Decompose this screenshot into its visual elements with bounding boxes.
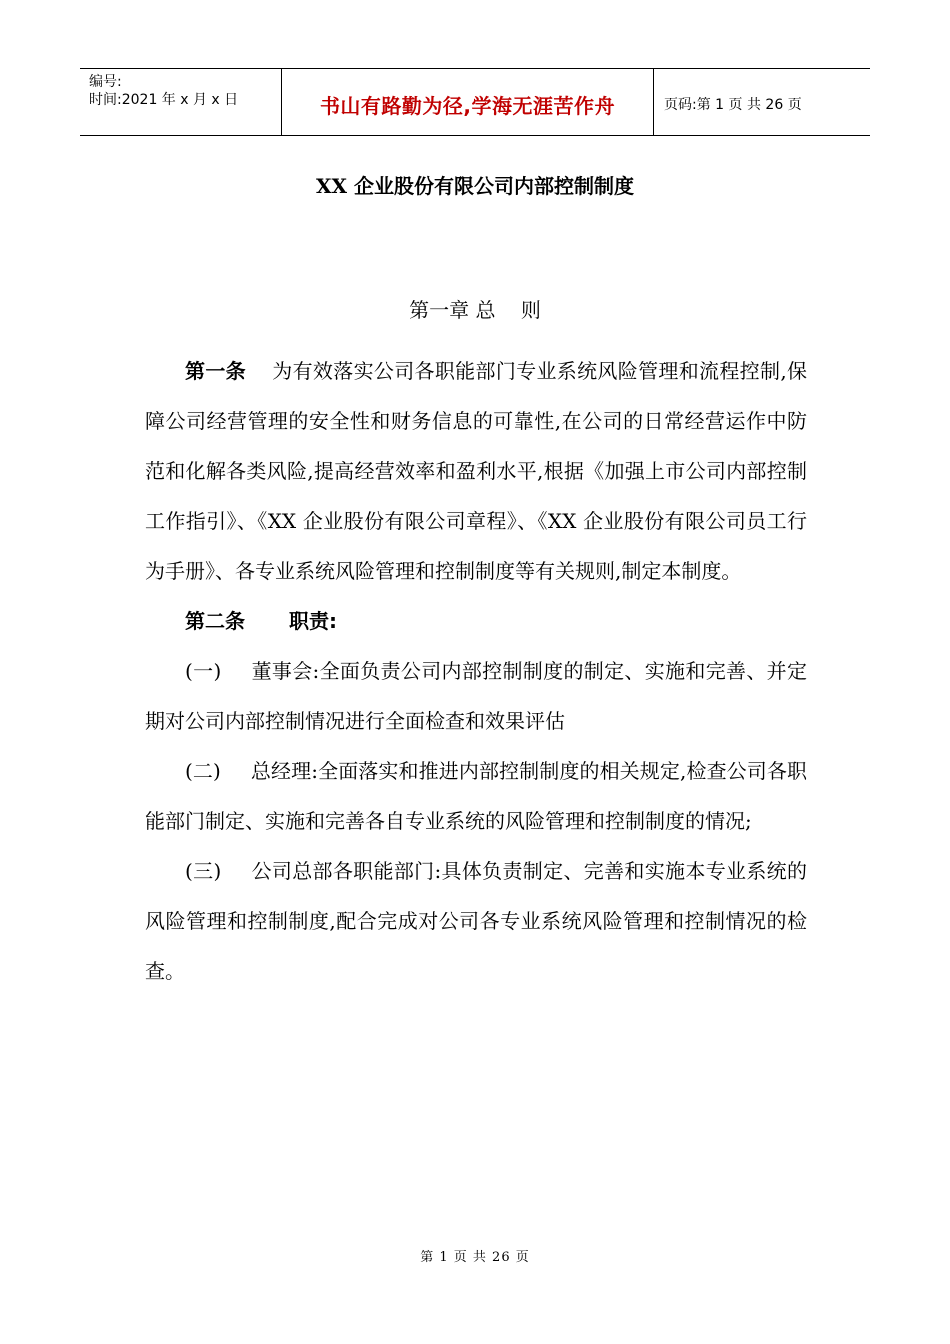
time-label: 时间:2021 年 x 月 x 日 xyxy=(89,92,239,108)
document-title: XX 企业股份有限公司内部控制制度 xyxy=(316,174,634,198)
article-2 xyxy=(145,596,807,646)
header-meta xyxy=(80,69,282,135)
item-text: 总经理:全面落实和推进内部控制制度的相关规定,检查公司各职能部门制定、实施和完善各自专业系统的风险管理和控制制度的情况; xyxy=(145,759,807,833)
header-page-info: 页码:第 1 页 共 26 页 xyxy=(664,97,802,113)
page-footer: 第 1 页 共 26 页 xyxy=(420,1250,530,1265)
list-item xyxy=(145,846,807,996)
list-item xyxy=(145,746,807,846)
item-marker: (二) xyxy=(185,759,221,783)
article-1 xyxy=(145,346,807,596)
page-header xyxy=(80,68,870,136)
item-marker: (一) xyxy=(185,659,222,683)
article-2-label: 第二条 xyxy=(185,609,245,633)
article-1-label: 第一条 xyxy=(185,359,246,383)
chapter-title: 第一章 总 则 xyxy=(409,298,541,322)
item-marker: (三) xyxy=(185,859,222,883)
article-1-text: 为有效落实公司各职能部门专业系统风险管理和流程控制,保障公司经营管理的安全性和财务信息的可靠性,在公司的日常经营运作中防范和化解各类风险,提高经营效率和盈利水平,根据《加强上市公司内部控制工作指引》、《XX 企业股份有限公司章程》、《XX 企业股份有限公司员工行为手册》、各专业系统风险管理和控制制度等有关规则,制定本制度。 xyxy=(145,359,808,583)
header-motto: 书山有路勤为径,学海无涯苦作舟 xyxy=(282,69,654,135)
article-2-heading: 职责: xyxy=(289,609,337,633)
document-body xyxy=(145,346,807,996)
item-text: 公司总部各职能部门:具体负责制定、完善和实施本专业系统的风险管理和控制制度,配合完成对公司各专业系统风险管理和控制情况的检查。 xyxy=(145,859,807,983)
number-label: 编号: xyxy=(89,74,122,90)
item-text: 董事会:全面负责公司内部控制制度的制定、实施和完善、并定期对公司内部控制情况进行全面检查和效果评估 xyxy=(145,659,807,733)
list-item xyxy=(145,646,807,746)
